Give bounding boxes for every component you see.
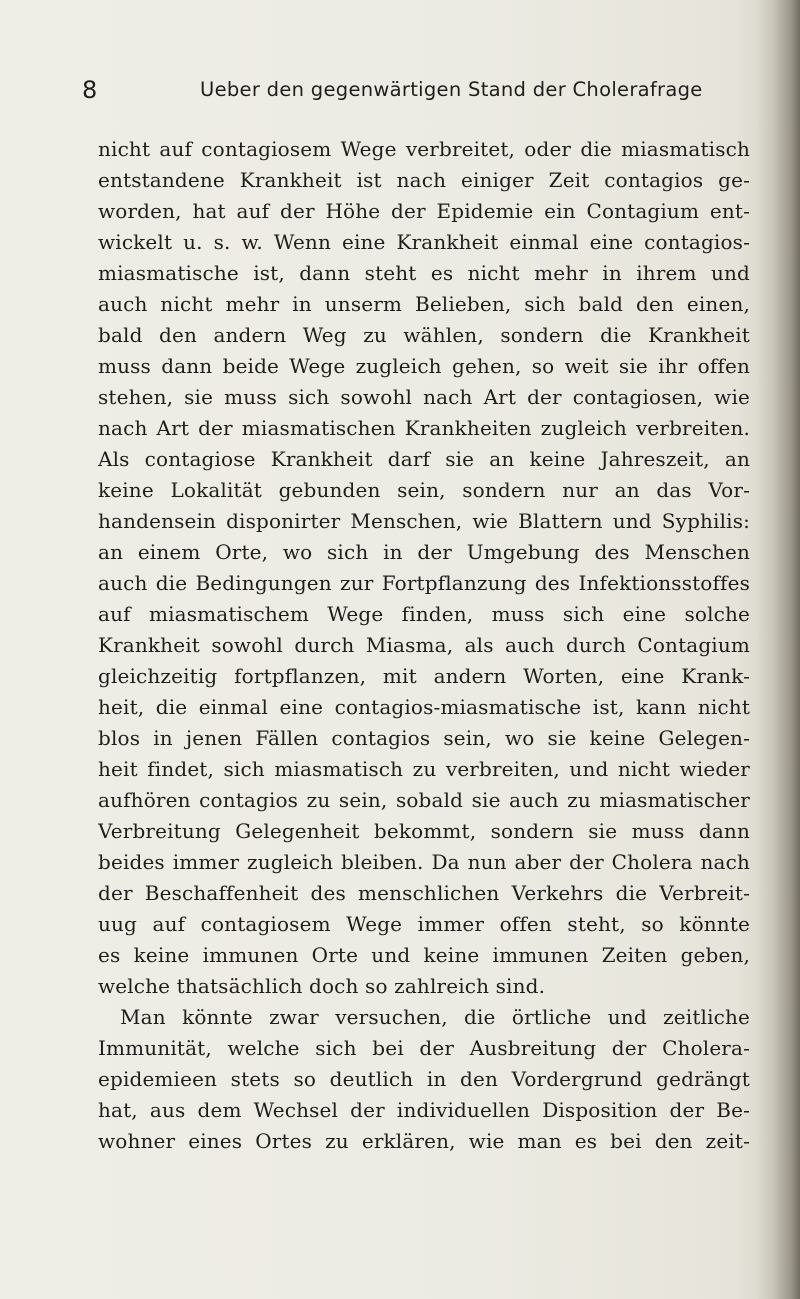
text-line: gleichzeitig fortpflanzen, mit andern Worten, eine Krank- <box>98 664 750 688</box>
text-line: beides immer zugleich bleiben. Da nun aber der Cholera nach <box>98 850 750 874</box>
text-line: entstandene Krankheit ist nach einiger Zeit contagios ge- <box>98 168 750 192</box>
text-line: Krankheit sowohl durch Miasma, als auch durch Contagium <box>98 633 750 657</box>
text-line: muss dann beide Wege zugleich gehen, so weit sie ihr offen <box>98 354 750 378</box>
running-head: Ueber den gegenwärtigen Stand der Cholerafrage <box>200 78 703 101</box>
text-line: heit findet, sich miasmatisch zu verbreiten, und nicht wieder <box>98 757 750 781</box>
text-line: Immunität, welche sich bei der Ausbreitung der Cholera- <box>98 1036 750 1060</box>
body-text <box>98 134 750 1157</box>
text-line: nicht auf contagiosem Wege verbreitet, oder die miasmatisch <box>98 137 750 161</box>
text-line: keine Lokalität gebunden sein, sondern nur an das Vor- <box>98 478 750 502</box>
text-line: Als contagiose Krankheit darf sie an keine Jahreszeit, an <box>98 447 750 471</box>
text-line: heit, die einmal eine contagios-miasmatische ist, kann nicht <box>98 695 750 719</box>
text-line: worden, hat auf der Höhe der Epidemie ein Contagium ent- <box>98 199 750 223</box>
text-line: wohner eines Ortes zu erklären, wie man es bei den zeit- <box>98 1129 750 1153</box>
paragraph-1 <box>98 134 750 1002</box>
text-line: epidemieen stets so deutlich in den Vordergrund gedrängt <box>98 1067 750 1091</box>
page-header <box>82 76 722 110</box>
text-line: miasmatische ist, dann steht es nicht mehr in ihrem und <box>98 261 750 285</box>
text-line: handensein disponirter Menschen, wie Blattern und Syphilis: <box>98 509 750 533</box>
text-line: Man könnte zwar versuchen, die örtliche und zeitliche <box>120 1005 750 1029</box>
text-line: Verbreitung Gelegenheit bekommt, sondern sie muss dann <box>98 819 750 843</box>
text-line: auf miasmatischem Wege finden, muss sich eine solche <box>98 602 750 626</box>
text-line: wickelt u. s. w. Wenn eine Krankheit einmal eine contagios- <box>98 230 750 254</box>
text-line: aufhören contagios zu sein, sobald sie auch zu miasmatischer <box>98 788 750 812</box>
text-line: bald den andern Weg zu wählen, sondern die Krankheit <box>98 323 750 347</box>
text-line: stehen, sie muss sich sowohl nach Art der contagiosen, wie <box>98 385 750 409</box>
page-number: 8 <box>82 76 98 104</box>
text-line: nach Art der miasmatischen Krankheiten zugleich verbreiten. <box>98 416 750 440</box>
page-spine-shadow <box>756 0 800 1299</box>
text-line: hat, aus dem Wechsel der individuellen Disposition der Be- <box>98 1098 750 1122</box>
text-line: es keine immunen Orte und keine immunen Zeiten geben, <box>98 943 750 967</box>
text-line: blos in jenen Fällen contagios sein, wo sie keine Gelegen- <box>98 726 750 750</box>
text-line: an einem Orte, wo sich in der Umgebung des Menschen <box>98 540 750 564</box>
text-line: der Beschaffenheit des menschlichen Verkehrs die Verbreit- <box>98 881 750 905</box>
text-line: welche thatsächlich doch so zahlreich sind. <box>98 974 546 998</box>
paragraph-2 <box>98 1002 750 1157</box>
text-line: auch nicht mehr in unserm Belieben, sich bald den einen, <box>98 292 750 316</box>
text-line: uug auf contagiosem Wege immer offen steht, so könnte <box>98 912 750 936</box>
text-line: auch die Bedingungen zur Fortpflanzung des Infektionsstoffes <box>98 571 750 595</box>
